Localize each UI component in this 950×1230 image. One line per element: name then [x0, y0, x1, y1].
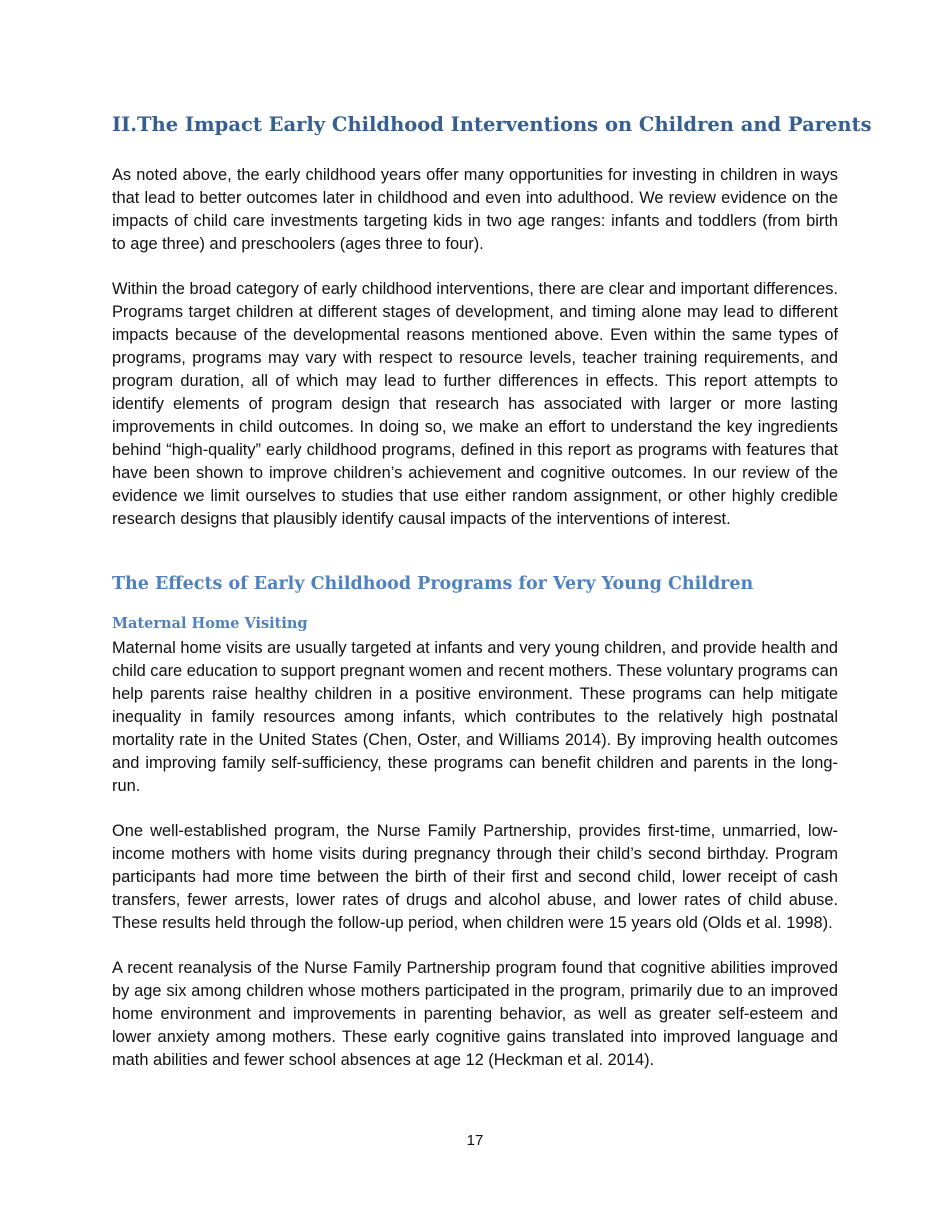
document-page — [112, 110, 872, 1072]
section-number: II. — [112, 113, 138, 136]
page-number: 17 — [466, 1132, 484, 1149]
subsubsection-heading: Maternal Home Visiting — [112, 615, 308, 632]
home-visiting-paragraph-3: A recent reanalysis of the Nurse Family Partnership program found that cognitive abilities improved by age six among children whose mothers participated in the program, primarily due to an improved home environment and improvements in parenting behavior, as well as greater self-esteem and lower anxiety among mothers. These early cognitive gains translated into improved language and math abilities and fewer school absences at age 12 (Heckman et al. 2014). — [112, 959, 838, 1069]
intro-paragraph-1: As noted above, the early childhood years offer many opportunities for investing in children in ways that lead to better outcomes later in childhood and even into adulthood. We review evidence on the impacts of child care investments targeting kids in two age ranges: infants and toddlers (from birth to age three) and preschoolers (ages three to four). — [112, 166, 838, 253]
section-title: The Impact Early Childhood Interventions on Children and Parents — [137, 113, 872, 136]
section-heading — [112, 110, 872, 140]
home-visiting-paragraph-1: Maternal home visits are usually targeted at infants and very young children, and provide health and child care education to support pregnant women and recent mothers. These voluntary programs can help parents raise healthy children in a positive environment. These programs can help mitigate inequality in family resources among infants, which contributes to the relatively high postnatal mortality rate in the United States (Chen, Oster, and Williams 2014). By improving health outcomes and improving family self-sufficiency, these programs can benefit children and parents in the long-run. — [112, 639, 838, 795]
home-visiting-paragraph-2: One well-established program, the Nurse Family Partnership, provides first-time, unmarried, low-income mothers with home visits during pregnancy through their child’s second birthday. Program participants had more time between the birth of their first and second child, lower receipt of cash transfers, fewer arrests, lower rates of drugs and alcohol abuse, and lower rates of child abuse. These results held through the follow-up period, when children were 15 years old (Olds et al. 1998). — [112, 822, 838, 932]
intro-paragraph-2: Within the broad category of early childhood interventions, there are clear and important differences. Programs target children at different stages of development, and timing alone may lead to different impacts because of the developmental reasons mentioned above. Even within the same types of programs, programs may vary with respect to resource levels, teacher training requirements, and program duration, all of which may lead to further differences in effects. This report attempts to identify elements of program design that research has associated with larger or more lasting improvements in child outcomes. In doing so, we make an effort to understand the key ingredients behind “high-quality” early childhood programs, defined in this report as programs with features that have been shown to improve children’s achievement and cognitive outcomes. In our review of the evidence we limit ourselves to studies that use either random assignment, or other highly credible research designs that plausibly identify causal impacts of the interventions of interest. — [112, 280, 838, 528]
subsection-heading: The Effects of Early Childhood Programs for Very Young Children — [112, 574, 754, 594]
